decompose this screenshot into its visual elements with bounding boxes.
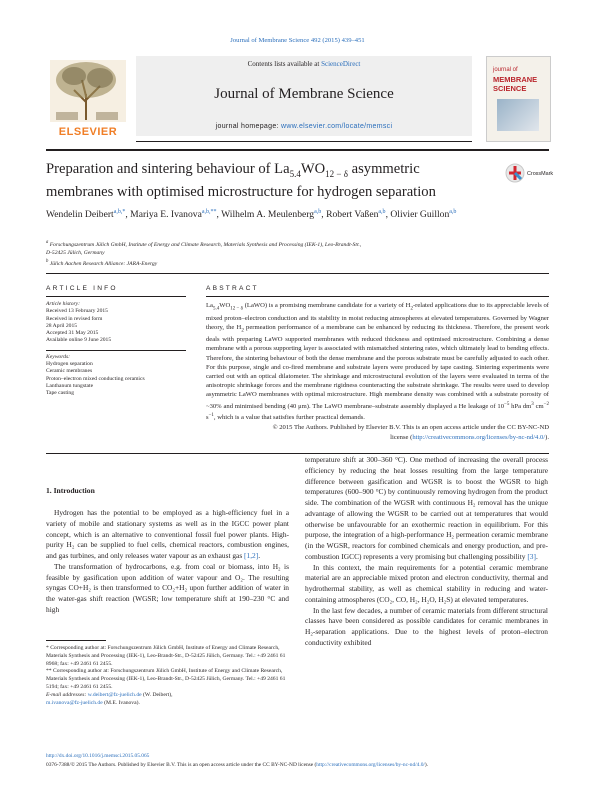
- keyword: Hydrogen separation: [46, 361, 93, 368]
- header-rule: [46, 149, 549, 151]
- abstract-fragment: La: [206, 302, 213, 309]
- abstract-fragment: WO: [219, 302, 231, 309]
- keyword: Ceramic membranes: [46, 368, 93, 375]
- author-name: Wendelin Deibert: [46, 209, 114, 221]
- homepage-link[interactable]: www.elsevier.com/locate/memsci: [281, 123, 393, 130]
- issn-text: ).: [424, 762, 429, 768]
- email-owner: (W. Deibert),: [141, 691, 173, 698]
- history-item: Received in revised form: [46, 315, 103, 322]
- abstract-superscript: −1: [208, 413, 214, 419]
- homepage-label: journal homepage:: [215, 123, 282, 130]
- author[interactable]: [390, 209, 456, 220]
- running-header[interactable]: Journal of Membrane Science 492 (2015) 439–451: [230, 37, 365, 44]
- divider: [206, 296, 549, 297]
- abstract-text: [206, 301, 549, 442]
- author-name: Robert Vaßen: [326, 209, 379, 221]
- section-heading: 1. Introduction: [46, 486, 95, 495]
- author-name: Wilhelm A. Meulenberg: [221, 209, 315, 221]
- elsevier-tree-icon: [46, 56, 130, 126]
- author-affiliation-mark[interactable]: a,b,*: [113, 209, 126, 215]
- paragraph: In the last few decades, a number of ceramic materials from different structural classes have been considered as possible candidates for ceramic membranes in H₂-separation applications. Due to the highest levels of proton–electron conductivity exhibited: [305, 605, 548, 647]
- abstract-fragment: cm: [533, 402, 544, 410]
- abstract-fragment: hPa dm: [509, 402, 532, 410]
- license-link[interactable]: http://creativecommons.org/licenses/by-nc-nd/4.0/: [412, 433, 546, 441]
- body-column-right: [305, 455, 548, 649]
- citation-link[interactable]: [3]: [527, 551, 536, 561]
- author-affiliation-mark[interactable]: a,b,**: [201, 209, 217, 215]
- contents-label: Contents lists available at: [247, 60, 322, 68]
- email-link[interactable]: w.deibert@fz-juelich.de: [87, 691, 142, 698]
- copyright-text: © 2015 The Authors. Published by Elsevier B.V. This is an open access article under the CC BY-NC-ND: [272, 424, 549, 432]
- publisher-name: ELSEVIER: [58, 126, 118, 138]
- affiliation: [46, 258, 466, 268]
- title-text-1: Preparation and sintering behaviour of La: [46, 161, 290, 177]
- journal-cover[interactable]: [486, 56, 551, 142]
- copyright-notice: [206, 423, 549, 441]
- author-name: Mariya E. Ivanova: [130, 209, 202, 221]
- abstract-subscript: 2: [410, 306, 413, 312]
- email-link[interactable]: m.ivanova@fz-juelich.de: [46, 699, 103, 706]
- history-item: Available online 9 June 2015: [46, 337, 112, 344]
- journal-homepage: [136, 123, 472, 130]
- author[interactable]: [46, 209, 125, 220]
- footnote-rule: [46, 640, 106, 641]
- contents-line: [136, 60, 472, 68]
- body-column-left: [46, 508, 289, 616]
- cover-line-2: MEMBRANE: [493, 75, 538, 84]
- history-item: Received 13 February 2015: [46, 308, 108, 315]
- author[interactable]: [130, 209, 216, 220]
- author-affiliation-mark[interactable]: a,b: [378, 209, 386, 215]
- divider: [46, 345, 186, 351]
- affiliation-text: D-52425 Jülich, Germany: [46, 250, 105, 257]
- abstract-fragment: s: [206, 414, 209, 422]
- email-owner: (M.E. Ivanova).: [102, 699, 140, 706]
- abstract-fragment: (LaWO) is a promising membrane candidate for a variety of H: [243, 302, 411, 309]
- issn-text: 0376-7388/© 2015 The Authors. Published by Elsevier B.V. This is an open access article under the CC BY-NC-ND license (: [46, 762, 317, 768]
- issn-line: [46, 761, 556, 770]
- keywords-label: Keywords:: [46, 353, 71, 360]
- masthead-rule: [136, 141, 472, 142]
- title-text-3: asymmetric: [347, 161, 420, 177]
- keyword: Lanthanum tungstate: [46, 382, 94, 389]
- abstract-subscript: 12 − δ: [230, 306, 244, 312]
- title-text-4: membranes with optimised microstructure for hydrogen separation: [46, 183, 436, 200]
- abstract-subscript: 5.4: [212, 306, 220, 312]
- footnotes: [46, 645, 296, 707]
- abstract-superscript: −5: [504, 401, 510, 407]
- author-name: Olivier Guillon: [390, 209, 450, 221]
- page-footer: [46, 752, 556, 770]
- paragraph-text: Hydrogen has the potential to be employed as a high-efficiency fuel in a variety of mobile and stationary systems as well as in the IGCC power plant concept, which is an alternative to conventional fossil fuel power plants. High-purity H₂ can be supplied to fuel cells, chemical reactors, combustion engines, and gas turbines, and only releases water vapour as an exhaust gas: [46, 508, 289, 560]
- divider: [46, 273, 549, 274]
- license-link[interactable]: http://creativecommons.org/licenses/by-nc-nd/4.0/: [316, 762, 425, 768]
- journal-masthead: [46, 56, 549, 144]
- article-info-heading: ARTICLE INFO: [46, 285, 118, 292]
- journal-title: Journal of Membrane Science: [214, 86, 394, 102]
- email-label: E-mail addresses:: [46, 691, 88, 698]
- affiliation-mark: b: [46, 258, 49, 264]
- article-info: [46, 301, 186, 398]
- paragraph-text: temperature shift at 300–360 °C). One method of increasing the overall process efficiency by reducing the heat losses resulting from the large temperature difference between gasification and WGSR is to boost the WGSR to high temperatures (600–900 °C) by continuously removing hydrogen from the product side. The combination of the WGSR with continuous H₂ removal has the unique advantage of allowing the WGSR to be carried out at temperatures that would otherwise be unfavourable for an exothermic reaction in equilibrium. For this purpose, the integration of a high-performance H₂ permeation ceramic membrane (in the WGSR, reactors for combined chemicals and energy production, and pre-combustion IGCC) represents a very promising but challenging possibility: [305, 455, 548, 561]
- cover-line-1: journal of: [493, 67, 518, 73]
- cover-line-3: SCIENCE: [493, 84, 527, 93]
- title-subscript-1: 5.4: [289, 168, 301, 179]
- history-item: 28 April 2015: [46, 322, 78, 329]
- copyright-text: ).: [545, 433, 549, 441]
- author-affiliation-mark[interactable]: a,b: [449, 209, 457, 215]
- paragraph: temperature shift at 300–360 °C). One method of increasing the overall process efficiency by reducing the heat losses resulting from the large temperature difference between gasification and WGSR is to boost the WGSR to high temperatures (600–900 °C) by continuously removing hydrogen from the product side. The combination of the WGSR with continuous H₂ removal has the unique advantage of allowing the WGSR to be carried out at temperatures that would otherwise be unfavourable for an exothermic reaction in equilibrium. For this purpose, the integration of a high-performance H₂ permeation ceramic membrane (in the WGSR, reactors for combined chemicals and energy production, and pre-combustion IGCC) represents a very promising but challenging possibility [3].: [305, 455, 548, 561]
- copyright-text: license (: [390, 433, 413, 441]
- abstract-subscript: 2: [241, 328, 244, 334]
- affiliation: [46, 249, 466, 257]
- author[interactable]: [326, 209, 385, 220]
- cover-image: [497, 99, 539, 131]
- keyword: Tape casting: [46, 390, 75, 397]
- abstract-fragment: , which is a value that satisfies further practical demands.: [213, 414, 365, 422]
- article-title: [46, 160, 476, 201]
- author-list: Wendelin Deibert$^{a,b,*}$, Mariya E. Ivanova$^{a,b,**}$, Wilhelm A. Meulenberg$^{a,b}$, Robert Vaßen$^{a,b}$, Olivier Guillon$^{a,b}$: [46, 209, 457, 221]
- abstract-fragment: permeation performance of a membrane can be enhanced by reducing its thickness. Therefore, the present work deals with preparing LaWO supported membranes with reduced thickness and optimised microstructure. Combining a dense membrane with a porous supporting layer is associated with mismatched sintering rates, which ultimately lead to bending effects. Therefore, the sintering behaviour of both the dense membrane and the porous substrate must be carefully adjusted to each other. For this purpose, single and co-fired membrane and substrate layers were produced by tape casting. Sintering experiments were carried out with an optical dilatometer. The shrinkage and microstructural evolution of the layers were evaluated in terms of the anisotropic shrinkage forces and the membrane rigidness counteracting the substrate shrinkage. The results were used to develop asymmetric LaWO membranes with optimal microstructure. High membrane density was combined with a substrate porosity of ~30% and minimised bending (40 μm). The LaWO membrane–substrate assembly displayed a He leakage of 10: [206, 323, 550, 410]
- abstract-superscript: 3: [531, 401, 534, 407]
- author[interactable]: [221, 209, 321, 220]
- doi-link[interactable]: http://dx.doi.org/10.1016/j.memsci.2015.05.065: [46, 753, 150, 759]
- affiliation-text: Forschungszentrum Jülich GmbH, Institute of Energy and Climate Research, Materials Synthesis and Processing (IEK-1), Leo-Brandt-Str.,: [49, 241, 362, 248]
- affiliations: [46, 239, 466, 268]
- paragraph: In this context, the main requirements for a potential ceramic membrane material are an appreciable mixed proton and electron conductivity, thermal and hydrothermal stability, as well as chemical stability in reducing and water-containing atmospheres (CO₂, CO, H₂, H₂O, H₂S) at elevated temperatures.: [305, 562, 548, 604]
- sciencedirect-link[interactable]: ScienceDirect: [321, 60, 361, 68]
- footnote: * Corresponding author at: Forschungszentrum Jülich GmbH, Institute of Energy and Climate Research, Materials Synthesis and Processing (IEK-1), Leo-Brandt-Str., D-52425 Jülich, Germany. Tel.: +49 2461 61 8968; fax: +49 2461 61 2455.: [46, 645, 286, 667]
- paragraph: The transformation of hydrocarbons, e.g. from coal or biomass, into H₂ is feasible by gasification upon addition of water vapour and O₂. The resulting syngas CO+H₂ is then transformed to CO₂+H₂ upon further addition of water in the water-gas shift reaction (WGSR; low temperature shift at 190–230 °C and high: [46, 561, 289, 614]
- abstract-heading: ABSTRACT: [206, 285, 259, 292]
- keyword: Proton–electron mixed conducting ceramics: [46, 375, 145, 382]
- title-text-2: WO: [300, 161, 326, 177]
- history-label: Article history:: [46, 301, 81, 307]
- divider: [46, 453, 549, 454]
- affiliation: [46, 239, 466, 249]
- title-subscript-2: 12 − δ: [325, 168, 348, 179]
- crossmark-label: CrossMark: [527, 171, 554, 177]
- paragraph: Hydrogen has the potential to be employed as a high-efficiency fuel in a variety of mobile and stationary systems as well as in the IGCC power plant concept, which is an alternative to conventional fossil fuel power plants. High-purity H₂ can be supplied to fuel cells, chemical reactors, combustion engines, and gas turbines, and only releases water vapour as an exhaust gas [1,2].: [46, 508, 289, 560]
- crossmark-badge[interactable]: [505, 163, 554, 194]
- affiliation-text: Jülich Aachen Research Alliance: JARA-Energy: [49, 260, 158, 267]
- affiliation-mark: a: [46, 240, 49, 245]
- elsevier-logo[interactable]: [46, 56, 130, 142]
- divider: [46, 296, 186, 297]
- history-item: Accepted 31 May 2015: [46, 330, 99, 337]
- abstract-fragment: -related applications due to its appreciable levels of mixed proton–electron conduction and its stability in moist reducing atmospheres at elevated temperatures. Governed by Wagner theory, the H: [206, 302, 549, 331]
- author-affiliation-mark[interactable]: a,b: [314, 209, 322, 215]
- citation-link[interactable]: [1,2]: [244, 551, 259, 560]
- footnote-emails: [46, 692, 296, 708]
- footnote: ** Corresponding author at: Forschungszentrum Jülich GmbH, Institute of Energy and Climate Research, Materials Synthesis and Processing (IEK-1), Leo-Brandt-Str., D-52425 Jülich, Germany. Tel.: +49 2461 61 5194; fax: +49 2461 61 2455.: [46, 668, 286, 690]
- abstract-superscript: −2: [543, 401, 549, 407]
